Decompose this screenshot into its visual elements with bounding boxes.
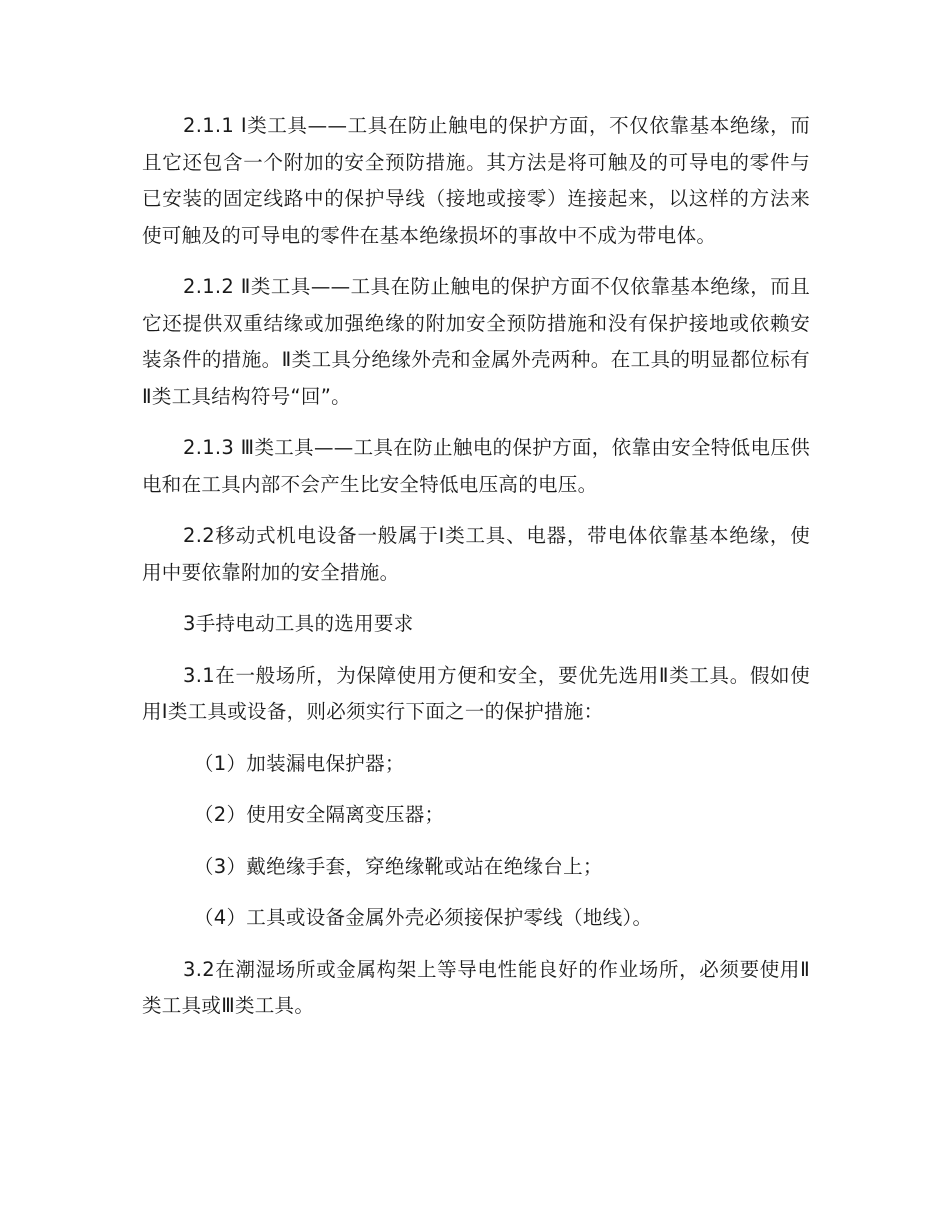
paragraph-2-1-3: 2.1.3 Ⅲ类工具——工具在防止触电的保护方面，依靠由安全特低电压供电和在工具内部不会产生比安全特低电压高的电压。 <box>142 436 810 496</box>
document-body <box>142 108 810 1040</box>
paragraph-2-1-2: 2.1.2 Ⅱ类工具——工具在防止触电的保护方面不仅依靠基本绝缘，而且它还提供双重结缘或加强绝缘的附加安全预防措施和没有保护接地或依赖安装条件的措施。Ⅱ类工具分绝缘外壳和金属外壳两种。在工具的明显都位标有Ⅱ类工具结构符号“回”。 <box>142 275 810 408</box>
measure-item-4: （4）工具或设备金属外壳必须接保护零线（地线）。 <box>194 906 653 929</box>
measure-item-2: （2）使用安全隔离变压器； <box>194 803 445 826</box>
section-heading: 3手持电动工具的选用要求 <box>183 612 414 635</box>
paragraph-3-2: 3.2在潮湿场所或金属构架上等导电性能良好的作业场所，必须要使用Ⅱ类工具或Ⅲ类工具。 <box>142 957 810 1017</box>
paragraph-2-1-1: 2.1.1 Ⅰ类工具——工具在防止触电的保护方面，不仅依靠基本绝缘，而且它还包含一个附加的安全预防措施。其方法是将可触及的可导电的零件与已安装的固定线路中的保护导线（接地或接零）连接起来，以这样的方法来使可触及的可导电的零件在基本绝缘损坏的事故中不成为带电体。 <box>142 114 810 247</box>
paragraph-2-2: 2.2移动式机电设备一般属于Ⅰ类工具、电器，带电体依靠基本绝缘，使用中要依靠附加的安全措施。 <box>142 524 810 584</box>
measure-item-3: （3）戴绝缘手套，穿绝缘靴或站在绝缘台上； <box>194 854 603 878</box>
paragraph-3-1: 3.1在一般场所，为保障使用方便和安全，要优先选用Ⅱ类工具。假如使用Ⅰ类工具或设备，则必须实行下面之一的保护措施： <box>142 663 810 723</box>
measure-item-1: （1）加装漏电保护器； <box>194 751 405 775</box>
